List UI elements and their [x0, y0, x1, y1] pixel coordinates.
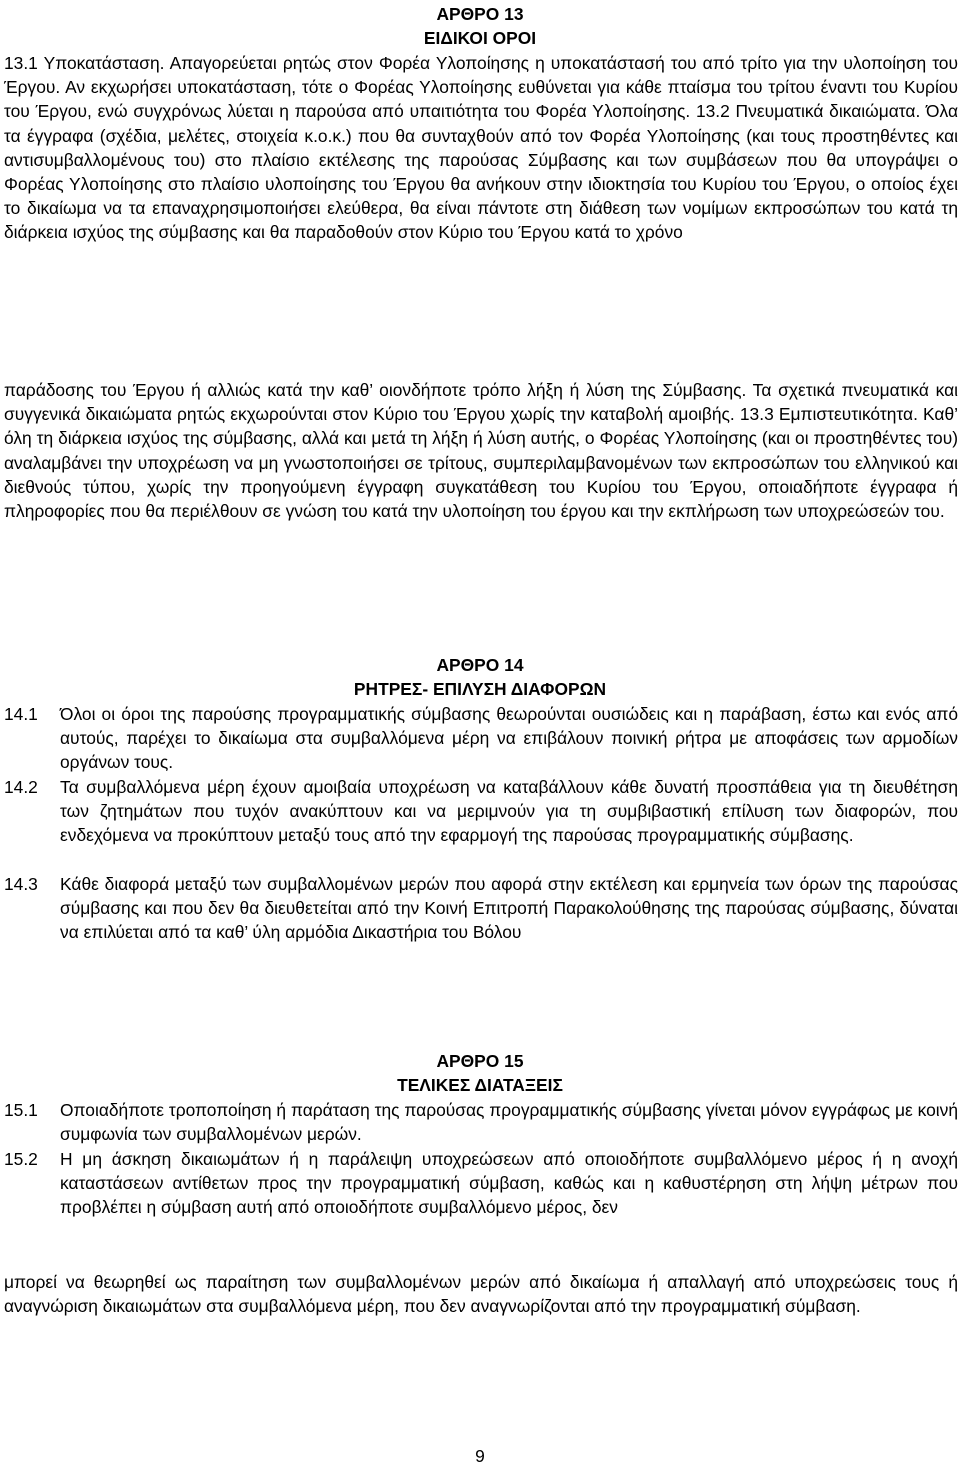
article-14-item-2: [4, 775, 958, 848]
item-number: 14.3: [4, 874, 38, 894]
article-15-subtitle: ΤΕΛΙΚΕΣ ΔΙΑΤΑΞΕΙΣ: [397, 1075, 563, 1095]
article-13-paragraph-1: 13.1 Υποκατάσταση. Απαγορεύεται ρητώς στον Φορέα Υλοποίησης η υποκατάστασή του από τρίτο για την υλοποίηση του Έργου. Αν εκχωρήσει υποκατάσταση, τότε ο Φορέας Υλοποίησης ευθύνεται για κάθε πταίσμα του τρίτου έναντι του Κυρίου του Έργου, ενώ συγχρόνως λύεται η παρούσα από υπαιτιότητα του Φορέα Υλοποίησης. 13.2 Πνευματικά δικαιώματα. Όλα τα έγγραφα (σχέδια, μελέτες, στοιχεία κ.ο.κ.) που θα συνταχθούν από τον Φορέα Υλοποίησης (και τους προστηθέντες και αντισυμβαλλομένους του) στο πλαίσιο εκτέλεσης της παρούσας Σύμβασης και των συμβάσεων που θα υπογράψει ο Φορέας Υλοποίησης στο πλαίσιο υλοποίησης του Έργου θα ανήκουν στην ιδιοκτησία του Κυρίου του Έργου, ο οποίος έχει το δικαίωμα να τα επαναχρησιμοποιήσει ελεύθερα, θα είναι πάντοτε στη διάθεση των νομίμων εκπροσώπων του κατά τη διάρκεια ισχύος της σύμβασης και θα παραδοθούν στον Κύριο του Έργου κατά το χρόνο: [4, 53, 958, 243]
item-text: Κάθε διαφορά μεταξύ των συμβαλλομένων μερών που αφορά στην εκτέλεση και ερμηνεία των όρων της παρούσας σύμβασης και που δεν θα διευθετείται από την Κοινή Επιτροπή Παρακολούθησης της παρούσας σύμβασης, δύναται να επιλύεται από τα καθ’ ύλη αρμόδια Δικαστήρια του Βόλου: [60, 874, 958, 943]
article-13-paragraph-2: παράδοσης του Έργου ή αλλιώς κατά την καθ’ οιονδήποτε τρόπο λήξη ή λύση της Σύμβασης. Τα σχετικά πνευματικά και συγγενικά δικαιώματα ρητώς εκχωρούνται στον Κύριο του Έργου χωρίς την καταβολή αμοιβής. 13.3 Εμπιστευτικότητα. Καθ’ όλη τη διάρκεια ισχύος της σύμβασης, αλλά και μετά τη λήξη ή λύση αυτής, ο Φορέας Υλοποίησης (και οι προστηθέντες του) αναλαμβάνει την υποχρέωση να μη γνωστοποιήσει σε τρίτους, συμπεριλαμβανομένων των εκπροσώπων του ελληνικού και διεθνούς τύπου, χωρίς την προηγούμενη έγγραφη συγκατάθεση του Κυρίου του Έργου, οποιαδήποτε έγγραφα ή πληροφορίες που θα περιέλθουν σε γνώση του κατά την υλοποίηση του έργου και την εκπλήρωση των υποχρεώσεών του.: [4, 380, 958, 522]
article-14-item-1: [4, 702, 958, 775]
item-number: 14.2: [4, 777, 38, 797]
item-number: 14.1: [4, 704, 38, 724]
item-text: Οποιαδήποτε τροποποίηση ή παράταση της παρούσας προγραμματικής σύμβασης γίνεται μόνον εγγράφως με κοινή συμφωνία των συμβαλλομένων μερών.: [60, 1100, 958, 1145]
item-text: Η μη άσκηση δικαιωμάτων ή η παράλειψη υποχρεώσεων από οποιοδήποτε συμβαλλόμενο μέρος ή η ανοχή καταστάσεων αντίθετων προς την προγραμματική σύμβαση, καθώς και η καθυστέρηση στη λήψη μέτρων που προβλέπει η σύμβαση αυτή από οποιοδήποτε συμβαλλόμενο μέρος, δεν: [60, 1149, 958, 1218]
item-number: 15.1: [4, 1100, 38, 1120]
item-text: Τα συμβαλλόμενα μέρη έχουν αμοιβαία υποχρέωση να καταβάλλουν κάθε δυνατή προσπάθεια για τη διευθέτηση των ζητημάτων που τυχόν ανακύπτουν και να μεριμνούν για τη συμβιβαστική επίλυση των διαφορών, που ενδεχόμενα να προκύπτουν μεταξύ τους από την εφαρμογή της παρούσας προγραμματικής σύμβασης.: [60, 777, 958, 846]
item-number: 15.2: [4, 1149, 38, 1169]
article-15-item-2: [4, 1147, 958, 1220]
article-13-subtitle: ΕΙΔΙΚΟΙ ΟΡΟΙ: [423, 28, 537, 48]
article-14-title: ΑΡΘΡΟ 14: [436, 655, 524, 675]
article-13-title: ΑΡΘΡΟ 13: [436, 4, 524, 24]
article-14-subtitle: ΡΗΤΡΕΣ- ΕΠΙΛΥΣΗ ΔΙΑΦΟΡΩΝ: [353, 679, 607, 699]
article-14-item-3: [4, 872, 958, 945]
article-15-continuation: μπορεί να θεωρηθεί ως παραίτηση των συμβαλλομένων μερών από δικαίωμα ή απαλλαγή από υποχρεώσεις τους ή αναγνώριση δικαιωμάτων στα συμβαλλόμενα μέρη, που δεν αναγνωρίζονται από την προγραμματική σύμβαση.: [4, 1272, 958, 1317]
article-15-item-1: [4, 1098, 958, 1146]
article-15-title: ΑΡΘΡΟ 15: [436, 1051, 524, 1071]
item-text: Όλοι οι όροι της παρούσης προγραμματικής σύμβασης θεωρούνται ουσιώδεις και η παράβαση, έστω και ενός από αυτούς, παρέχει το δικαίωμα στα συμβαλλόμενα μέρη να επιβάλουν ποινική ρήτρα με αποφάσεις των αρμοδίων οργάνων τους.: [60, 704, 958, 773]
page-number: 9: [475, 1446, 485, 1466]
